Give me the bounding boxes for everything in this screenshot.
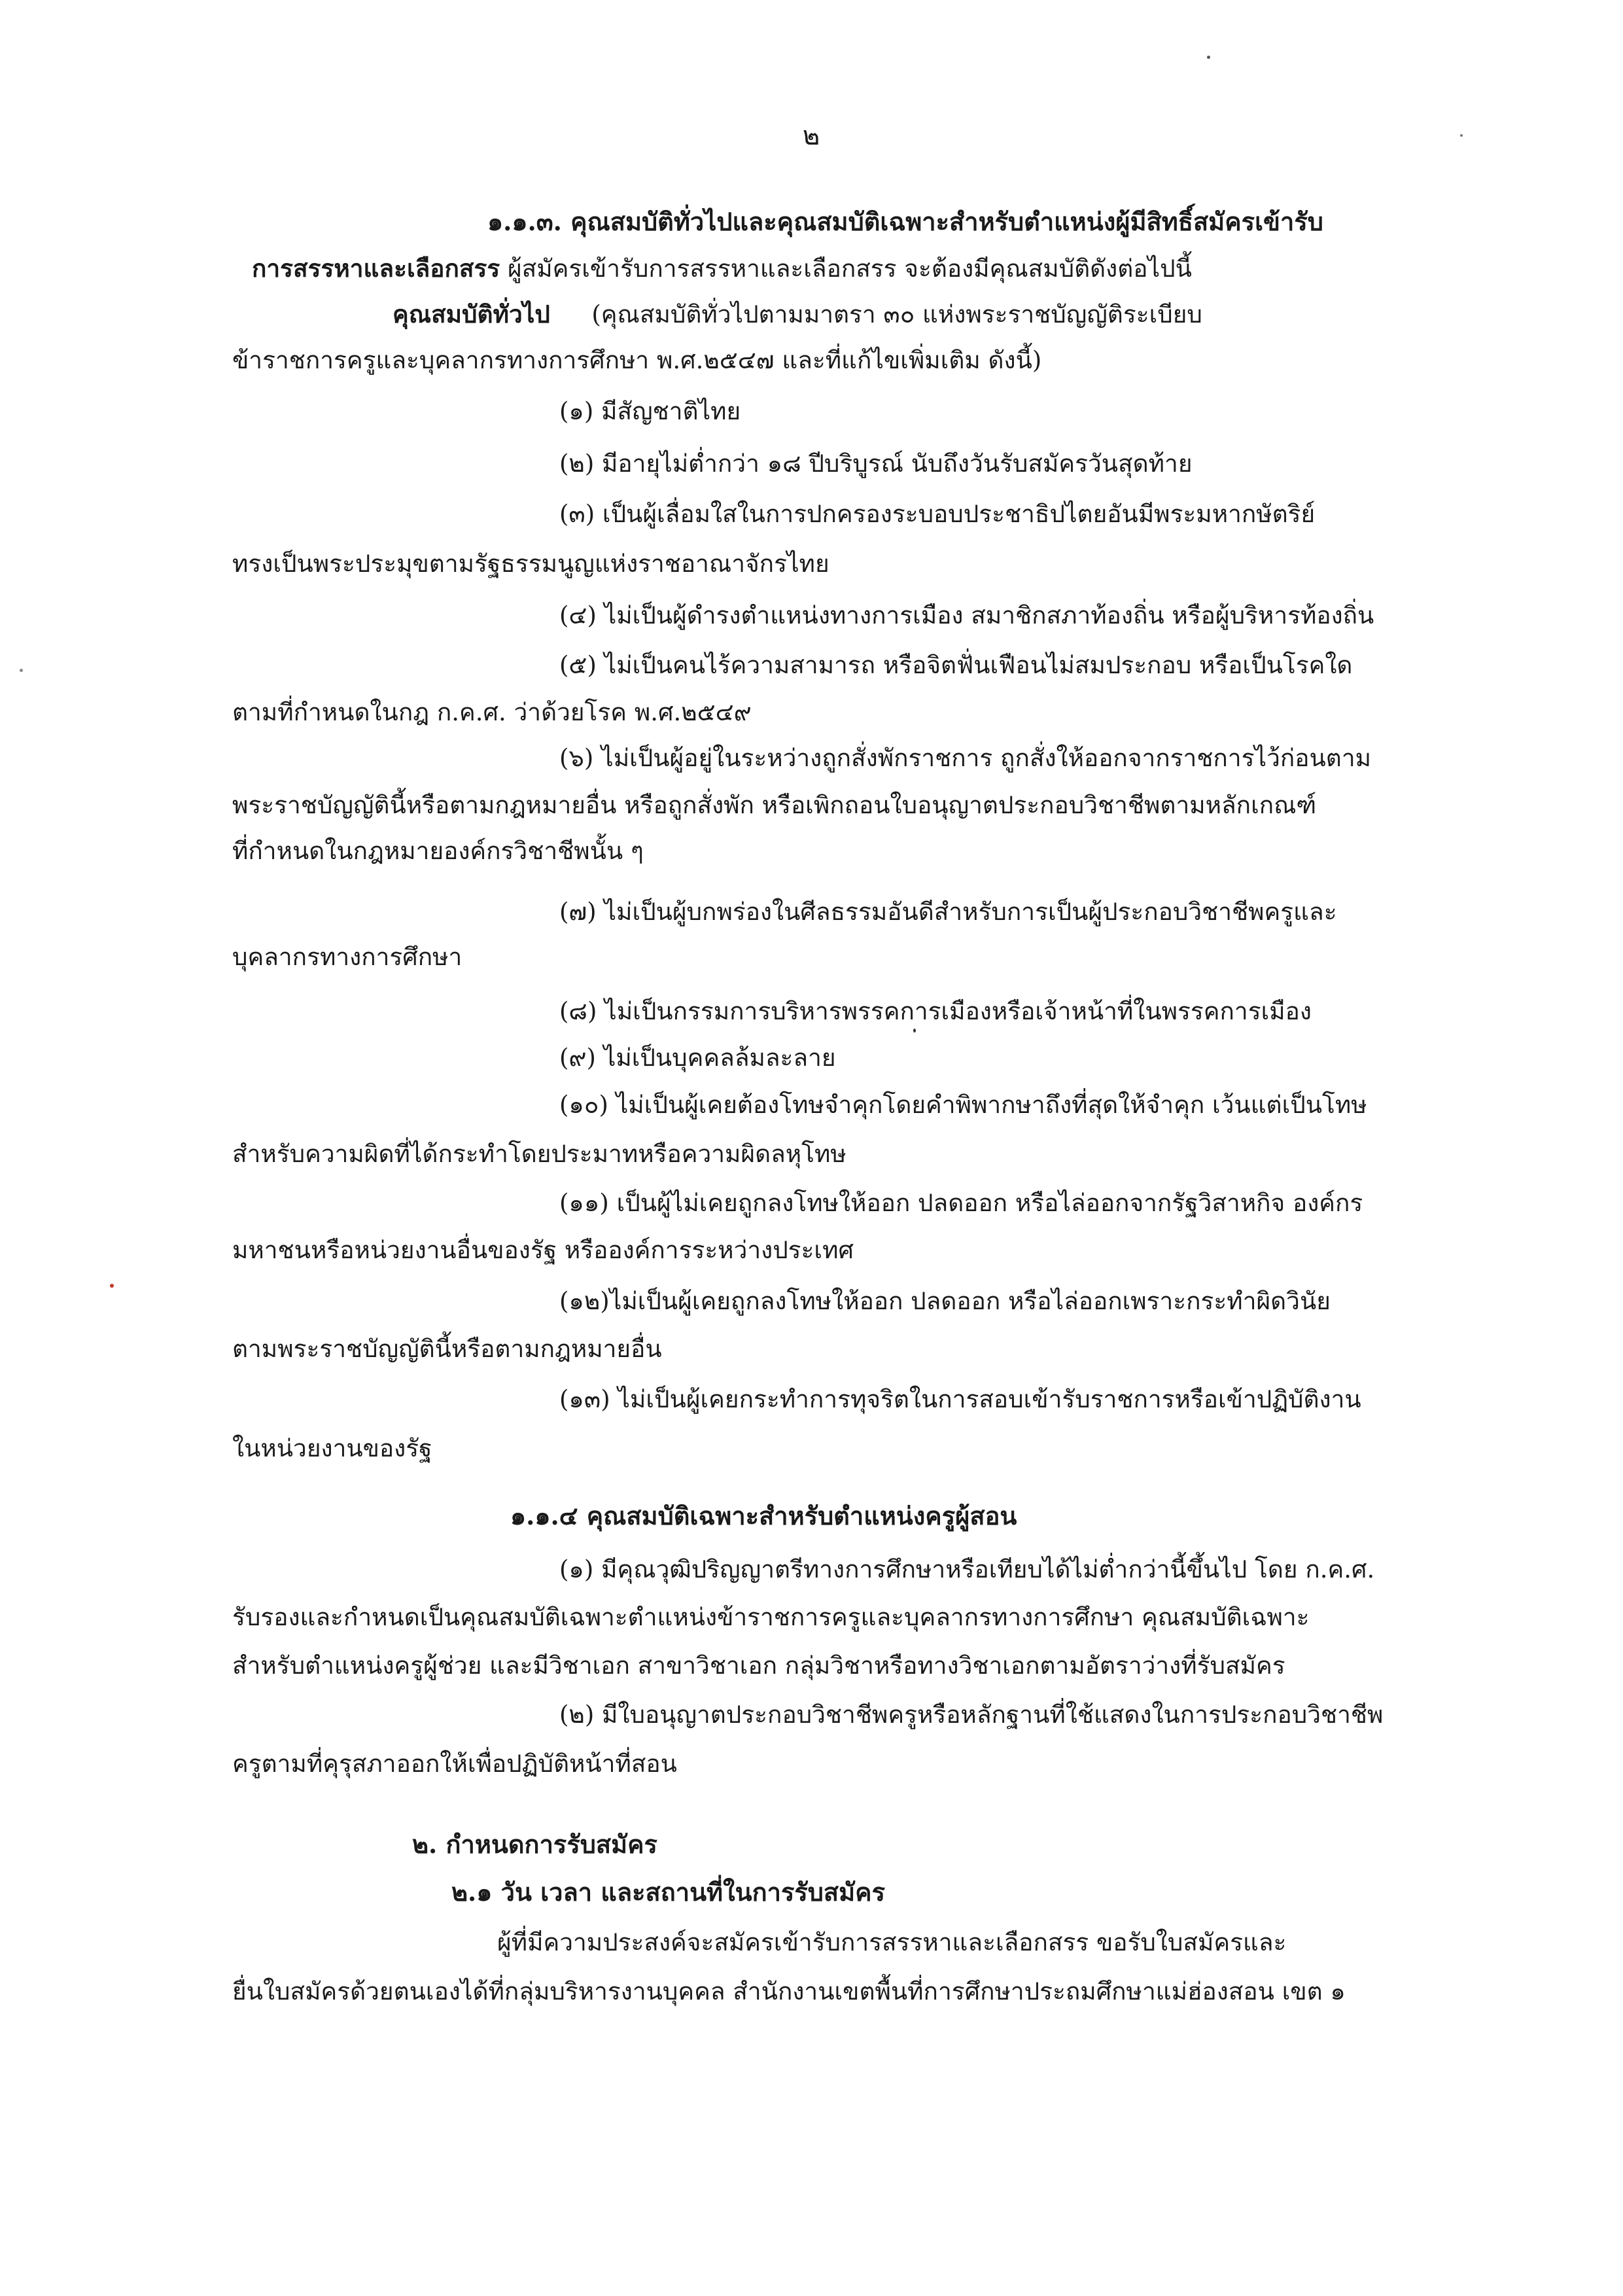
scan-speck <box>1460 134 1463 137</box>
list-item: (๖) ไม่เป็นผู้อยู่ในระหว่างถูกสั่งพักราชการ ถูกสั่งให้ออกจากราชการไว้ก่อนตาม <box>559 744 1371 772</box>
list-item: สำหรับความผิดที่ได้กระทำโดยประมาทหรือความผิดลหุโทษ <box>232 1140 846 1168</box>
general-qualifications-line <box>393 302 1202 327</box>
section-114-line: รับรองและกำหนดเป็นคุณสมบัติเฉพาะตำแหน่งข้าราชการครูและบุคลากรทางการศึกษา คุณสมบัติเฉพาะ <box>232 1603 1310 1631</box>
list-item: ในหน่วยงานของรัฐ <box>232 1434 432 1462</box>
list-item: (๙) ไม่เป็นบุคคลล้มละลาย <box>559 1044 836 1072</box>
page-number: ๒ <box>802 121 820 151</box>
general-intro-1: (คุณสมบัติทั่วไปตามมาตรา ๓๐ แห่งพระราชบัญญัติระเบียบ <box>591 300 1202 328</box>
list-item: (๑๓) ไม่เป็นผู้เคยกระทำการทุจริตในการสอบเข้ารับราชการหรือเข้าปฏิบัติงาน <box>559 1385 1361 1413</box>
list-item: (๑๑) เป็นผู้ไม่เคยถูกลงโทษให้ออก ปลดออก หรือไล่ออกจากรัฐวิสาหกิจ องค์กร <box>559 1189 1363 1217</box>
section-113-heading: ๑.๑.๓. คุณสมบัติทั่วไปและคุณสมบัติเฉพาะสำหรับตำแหน่งผู้มีสิทธิ์สมัครเข้ารับ <box>487 207 1323 236</box>
scan-speck <box>913 1029 916 1033</box>
section-114-line: ครูตามที่คุรุสภาออกให้เพื่อปฏิบัติหน้าที่สอน <box>232 1750 677 1778</box>
list-item: (๑๒)ไม่เป็นผู้เคยถูกลงโทษให้ออก ปลดออก หรือไล่ออกเพราะกระทำผิดวินัย <box>559 1287 1331 1315</box>
list-item: ตามที่กำหนดในกฎ ก.ค.ศ. ว่าด้วยโรค พ.ศ.๒๕๔๙ <box>232 698 752 726</box>
list-item: บุคลากรทางการศึกษา <box>232 943 462 971</box>
section-113-line2 <box>252 256 1192 281</box>
list-item: ที่กำหนดในกฎหมายองค์กรวิชาชีพนั้น ๆ <box>232 837 644 865</box>
section-113-line2-bold: การสรรหาและเลือกสรร <box>252 254 500 283</box>
section-114-line: (๑) มีคุณวุฒิปริญญาตรีทางการศึกษาหรือเทียบได้ไม่ต่ำกว่านี้ขึ้นไป โดย ก.ค.ศ. <box>559 1555 1375 1583</box>
list-item: มหาชนหรือหน่วยงานอื่นของรัฐ หรือองค์การระหว่างประเทศ <box>232 1236 854 1264</box>
list-item: (๑) มีสัญชาติไทย <box>559 397 741 425</box>
list-item: ทรงเป็นพระประมุขตามรัฐธรรมนูญแห่งราชอาณาจักรไทย <box>232 550 829 578</box>
list-item: (๗) ไม่เป็นผู้บกพร่องในศีลธรรมอันดีสำหรับการเป็นผู้ประกอบวิชาชีพครูและ <box>559 898 1337 926</box>
section-2-heading: ๒. กำหนดการรับสมัคร <box>412 1829 657 1859</box>
scan-speck <box>1207 56 1210 59</box>
list-item: (๑๐) ไม่เป็นผู้เคยต้องโทษจำคุกโดยคำพิพากษาถึงที่สุดให้จำคุก เว้นแต่เป็นโทษ <box>559 1091 1367 1119</box>
scan-speck <box>20 669 23 672</box>
section-113-line2-rest: ผู้สมัครเข้ารับการสรรหาและเลือกสรร จะต้องมีคุณสมบัติดังต่อไปนี้ <box>507 255 1192 283</box>
section-114-line: (๒) มีใบอนุญาตประกอบวิชาชีพครูหรือหลักฐานที่ใช้แสดงในการประกอบวิชาชีพ <box>559 1701 1384 1729</box>
list-item: (๒) มีอายุไม่ต่ำกว่า ๑๘ ปีบริบูรณ์ นับถึงวันรับสมัครวันสุดท้าย <box>559 450 1193 478</box>
section-21-heading: ๒.๑ วัน เวลา และสถานที่ในการรับสมัคร <box>451 1877 885 1907</box>
list-item: (๕) ไม่เป็นคนไร้ความสามารถ หรือจิตฟั่นเฟือนไม่สมประกอบ หรือเป็นโรคใด <box>559 651 1353 679</box>
section-2-line: ยื่นใบสมัครด้วยตนเองได้ที่กลุ่มบริหารงานบุคคล สำนักงานเขตพื้นที่การศึกษาประถมศึกษาแม่ฮ่องสอน เขต ๑ <box>232 1977 1346 2005</box>
general-qualifications-label: คุณสมบัติทั่วไป <box>393 300 550 328</box>
list-item: (๘) ไม่เป็นกรรมการบริหารพรรคการเมืองหรือเจ้าหน้าที่ในพรรคการเมือง <box>559 997 1312 1025</box>
list-item: พระราชบัญญัตินี้หรือตามกฎหมายอื่น หรือถูกสั่งพัก หรือเพิกถอนใบอนุญาตประกอบวิชาชีพตามหลักเกณฑ์ <box>232 791 1317 819</box>
list-item: ตามพระราชบัญญัตินี้หรือตามกฎหมายอื่น <box>232 1335 662 1363</box>
list-item: (๔) ไม่เป็นผู้ดำรงตำแหน่งทางการเมือง สมาชิกสภาท้องถิ่น หรือผู้บริหารท้องถิ่น <box>559 601 1374 629</box>
general-intro-2: ข้าราชการครูและบุคลากรทางการศึกษา พ.ศ.๒๕๔๗ และที่แก้ไขเพิ่มเติม ดังนี้) <box>232 346 1042 374</box>
list-item: (๓) เป็นผู้เลื่อมใสในการปกครองระบอบประชาธิปไตยอันมีพระมหากษัตริย์ <box>559 500 1316 528</box>
section-114-heading: ๑.๑.๔ คุณสมบัติเฉพาะสำหรับตำแหน่งครูผู้สอน <box>510 1501 1017 1530</box>
scan-speck-red <box>110 1284 114 1288</box>
section-2-line: ผู้ที่มีความประสงค์จะสมัครเข้ารับการสรรหาและเลือกสรร ขอรับใบสมัครและ <box>497 1928 1287 1956</box>
section-114-line: สำหรับตำแหน่งครูผู้ช่วย และมีวิชาเอก สาขาวิชาเอก กลุ่มวิชาหรือทางวิชาเอกตามอัตราว่างที่รับสมัคร <box>232 1651 1285 1680</box>
